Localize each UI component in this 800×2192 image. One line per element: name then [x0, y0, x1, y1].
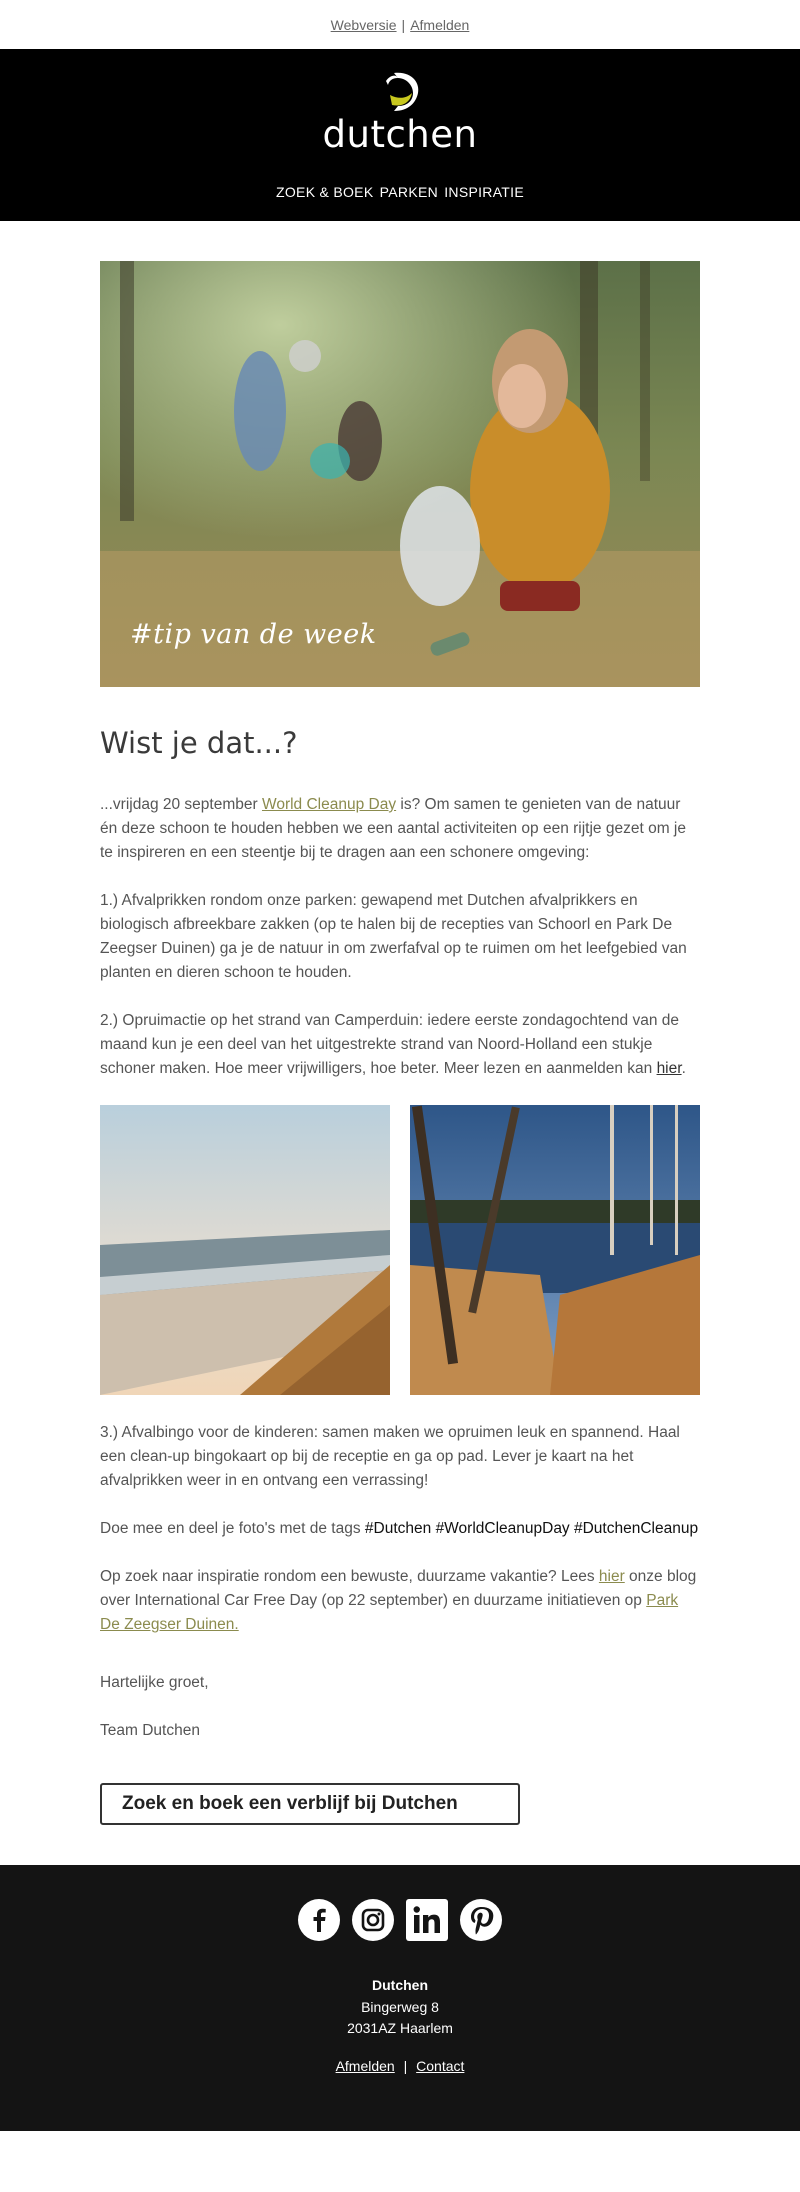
opruimactie-period: . — [681, 1060, 686, 1077]
top-unsubscribe-link[interactable]: Afmelden — [410, 16, 470, 33]
paragraph-inspiratie — [100, 1565, 700, 1637]
social-links — [0, 1899, 800, 1941]
main-content — [0, 221, 800, 1865]
footer-company-name: Dutchen — [372, 1977, 428, 1993]
pinterest-icon[interactable] — [460, 1899, 502, 1941]
paragraph-tags — [100, 1517, 700, 1541]
paragraph-afvalbingo: 3.) Afvalbingo voor de kinderen: samen maken we opruimen leuk en spannend. Haal een clean-up bingokaart op bij de receptie en ga op pad. Lever je kaart na het afvalprikken weer in en ontvang een verrassing! — [100, 1424, 680, 1489]
nav-item-parken[interactable]: PARKEN — [379, 184, 439, 200]
intro-text-start: ...vrijdag 20 september — [100, 796, 262, 813]
paragraph-opruimactie — [100, 1009, 700, 1081]
footer-unsubscribe-link[interactable]: Afmelden — [335, 2058, 395, 2074]
footer-links — [0, 2058, 800, 2074]
footer-contact-link[interactable]: Contact — [416, 2058, 465, 2074]
paragraph-intro — [100, 793, 700, 865]
article-title: Wist je dat...? — [100, 726, 298, 760]
world-cleanup-day-link[interactable]: World Cleanup Day — [261, 796, 397, 813]
footer-separator: | — [403, 2058, 408, 2074]
header — [0, 49, 800, 221]
aanmelden-hier-link[interactable]: hier — [656, 1060, 682, 1077]
park-zeegser-duinen-link[interactable]: Park De Zeegser Duinen. — [100, 1592, 679, 1633]
footer-city: 2031AZ Haarlem — [347, 2020, 453, 2036]
nav-item-inspiratie[interactable]: INSPIRATIE — [444, 184, 524, 200]
book-stay-button[interactable]: Zoek en boek een verblijf bij Dutchen — [100, 1783, 520, 1825]
inspiratie-text-start: Op zoek naar inspiratie rondom een bewuste, duurzame vakantie? Lees — [100, 1568, 599, 1585]
linkedin-icon[interactable] — [406, 1899, 448, 1941]
tags-intro-text: Doe mee en deel je foto's met de tags — [100, 1520, 365, 1537]
photo-row — [100, 1105, 700, 1395]
beach-photo — [100, 1105, 390, 1395]
facebook-icon[interactable] — [298, 1899, 340, 1941]
inspiratie-text-middle: onze blog over International Car Free Day (op 22 september) en duurzame initiatieven op — [100, 1568, 697, 1609]
dutchen-logo-icon[interactable] — [380, 69, 420, 115]
opruimactie-text: 2.) Opruimactie op het strand van Camperduin: iedere eerste zondagochtend van de maand kun je een deel van het uitgestrekte strand van Noord-Holland een stukje schoner maken. Hoe meer vrijwilligers, hoe beter. Meer lezen en aanmelden kan — [100, 1012, 680, 1077]
hero-tagline: #tip van de week — [130, 619, 377, 650]
paragraph-afvalprikken: 1.) Afvalprikken rondom onze parken: gewapend met Dutchen afvalprikkers en biologisch afbreekbare zakken (op te halen bij de recepties van Schoorl en Park De Zeegser Duinen) ga je de natuur in om zwerfafval op te ruimen om het leefgebied van planten en dieren schoon te houden. — [100, 892, 687, 981]
instagram-icon[interactable] — [352, 1899, 394, 1941]
webversion-link[interactable]: Webversie — [330, 16, 397, 33]
blog-hier-link[interactable]: hier — [598, 1568, 625, 1585]
footer — [0, 1865, 800, 2131]
intro-text-end: is? Om samen te genieten van de natuur én deze schoon te houden hebben we een aantal activiteiten op een rijtje gezet om je te inspireren en een steentje bij te dragen aan een schonere omgeving: — [100, 796, 686, 861]
top-links — [0, 0, 800, 49]
nav-item-zoek-boek[interactable]: ZOEK & BOEK — [276, 184, 374, 200]
signoff: Team Dutchen — [100, 1722, 200, 1739]
hero-image — [100, 261, 700, 687]
brand-wordmark[interactable]: dutchen — [322, 113, 478, 156]
dune-lake-photo — [410, 1105, 700, 1395]
footer-street: Bingerweg 8 — [361, 1999, 439, 2015]
main-nav — [0, 184, 800, 200]
top-separator: | — [401, 16, 406, 33]
hashtags: #Dutchen #WorldCleanupDay #DutchenCleanup — [364, 1520, 699, 1537]
greeting: Hartelijke groet, — [100, 1674, 209, 1691]
